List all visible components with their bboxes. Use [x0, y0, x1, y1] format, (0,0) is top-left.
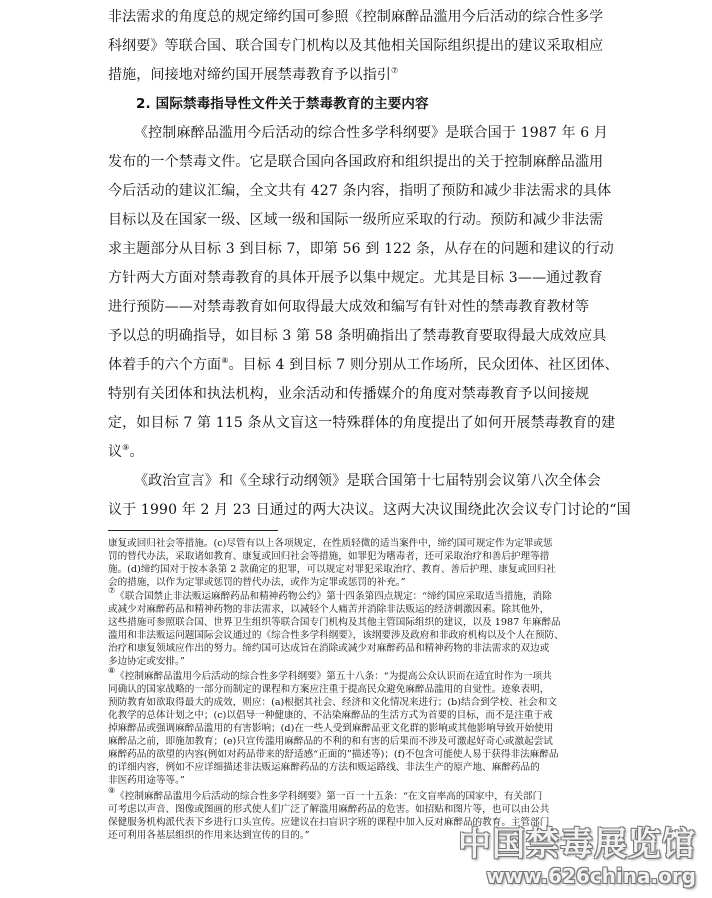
footnote-line: 同确认的国家战略的一部分而制定的课程和方案应注重于提高民众避免麻醉品滥用的自觉性。迹象表明，	[108, 684, 550, 695]
body-text: 体着手的六个方面	[108, 357, 222, 373]
footnote-line: 非医药用途等等。”	[108, 775, 185, 786]
body-line: 《政治宣言》和《全球行动纲领》是联合国第十七届特别会议第八次全体会	[134, 473, 601, 489]
footnote-line: 施。(d)缔约国对于按本条第 2 款确定的犯罪，可以规定对罪犯采取治疗、教育、善后护理、康复或回归社	[108, 564, 556, 575]
body-line: 议于 1990 年 2 月 23 日通过的两大决议。这两大决议围绕此次会议专门讨论的“国	[108, 502, 631, 518]
watermark	[458, 818, 702, 894]
body-line: 方针两大方面对禁毒教育的具体开展予以集中规定。尤其是目标 3——通过教育	[108, 270, 603, 286]
footnote-line: 化教学的总体计划之中；(c)以倡导一种健康的、不沾染麻醉品的生活方式为首要的目标，而不是注重于戒	[108, 710, 553, 721]
footnote-mark: ⑨	[108, 786, 116, 795]
footnote-line: 麻醉药品的欲望的内容(例如对药品带来的舒适感“正面的”描述等)；(f)不包含可能使人易于获得非法麻醉品	[108, 749, 559, 760]
body-line: 非法需求的角度总的规定缔约国可参照《控制麻醉品滥用今后活动的综合性多学	[108, 9, 604, 25]
footnote-line: 滥用和非法贩运问题国际会议通过的《综合性多学科纲要》，该纲要涉及政府和非政府机构以及个人在预防、	[108, 630, 564, 641]
footnote-line: 康复或回归社会等措施。(c)尽管有以上各项规定，在性质轻微的适当案件中，缔约国可规定作为定罪或惩	[108, 538, 553, 549]
footnote-ref: ⑨	[122, 443, 130, 452]
footnote-ref: ⑧	[221, 356, 229, 365]
body-line	[108, 66, 398, 84]
body-text: 措施，间接地对缔约国开展禁毒教育予以指引	[108, 67, 391, 83]
footnote-mark: ⑧	[108, 666, 116, 675]
footnote-text: 《控制麻醉品滥用今后活动的综合性多学科纲要》第五十八条：“为提高公众认识而在适宜时作为一项共	[115, 671, 552, 682]
footnote-line: 预防教育如欲取得最大的成效，则应：(a)根据其社会、经济和文化情况来进行；(b)结合到学校、社会和文	[108, 697, 557, 708]
section-heading: 2. 国际禁毒指导性文件关于禁毒教育的主要内容	[136, 96, 429, 112]
body-line: 特别有关团体和执法机构，业余活动和传播媒介的角度对禁毒教育予以间接规	[108, 386, 590, 402]
watermark-title: 中国禁毒展览馆	[458, 824, 696, 863]
body-line: 科纲要》等联合国、联合国专门机构以及其他相关国际组织提出的建议采取相应	[108, 38, 604, 54]
body-line: 发布的一个禁毒文件。它是联合国向各国政府和组织提出的关于控制麻醉品滥用	[108, 154, 604, 170]
body-line	[108, 443, 144, 461]
body-line: 求主题部分从目标 3 到目标 7，即第 56 到 122 条，从存在的问题和建议的行动	[108, 241, 614, 257]
footnote-line: 可考虑以声音、图像或图画的形式使人们广泛了解滥用麻醉药品的危害。如招贴和图片等，也可以由公共	[108, 804, 550, 815]
footnote-mark: ⑦	[108, 586, 116, 595]
footnote-line: 这些措施可参照联合国、世界卫生组织等联合国专门机构及其他主管国际组织的建议，以及 1987 年麻醉品	[108, 617, 561, 628]
body-text: 。	[129, 444, 144, 460]
watermark-url: www.626china.org	[486, 864, 696, 888]
footnote-text: 《联合国禁止非法贩运麻醉药品和精神药物公约》第十四条第四点规定：“缔约国应采取适当措施，消除	[115, 591, 552, 602]
footnote-line: 还可利用各基层组织的作用来达到宣传的目的。”	[108, 830, 310, 841]
body-line: 《控制麻醉品滥用今后活动的综合性多学科纲要》是联合国于 1987 年 6 月	[134, 125, 609, 141]
footnote-line: 罚的替代办法，采取诸如教育、康复或回归社会等措施，如罪犯为嗜毒者，还可采取治疗和善后护理等措	[108, 551, 550, 562]
body-line: 目标以及在国家一级、区域一级和国际一级所应采取的行动。预防和减少非法需	[108, 212, 604, 228]
body-line	[108, 356, 619, 374]
footnote-line: 或减少对麻醉药品和精神药物的非法需求，以减轻个人痛苦并消除非法贩运的经济刺激因素。除其他外，	[108, 604, 550, 615]
footnote-line: 的详细内容，例如不应详细描述非法贩运麻醉药品的方法和贩运路线、非法生产的原产地、麻醉药品的	[108, 762, 540, 773]
footnote-text: 《控制麻醉品滥用今后活动的综合性多学科纲要》第一百一十五条：“在文盲率高的国家中，有关部门	[115, 791, 543, 802]
body-line: 今后活动的建议汇编，全文共有 427 条内容，指明了预防和减少非法需求的具体	[108, 183, 612, 199]
footnote-ref: ⑦	[391, 66, 399, 75]
footnote-line	[108, 666, 552, 683]
body-text: 。目标 4 到目标 7 则分别从工作场所，民众团体、社区团体、	[228, 357, 619, 373]
footnote-line: 多边协定或安排。”	[108, 656, 185, 667]
body-line: 予以总的明确指导，如目标 3 第 58 条明确指出了禁毒教育要取得最大成效应具	[108, 328, 607, 344]
footnote-line	[108, 586, 552, 603]
footnote-line: 麻醉品之前，即施加教育；(e)只宣传滥用麻醉品的不利的和有害的后果而不涉及可激起好奇心或激起尝试	[108, 736, 553, 747]
body-text: 议	[108, 444, 123, 460]
footnote-line: 掉麻醉品或强调麻醉品滥用的有害影响；(d)在一些人受到麻醉品亚文化群的影响或其他影响导致开始使用	[108, 723, 554, 734]
footnote-line: 会的措施，以作为定罪或惩罚的替代办法，或作为定罪或惩罚的补充。”	[108, 577, 406, 588]
body-line: 进行预防——对禁毒教育如何取得最大成效和编写有针对性的禁毒教育教材等	[108, 299, 590, 315]
body-line: 定，如目标 7 第 115 条从文盲这一特殊群体的角度提出了如何开展禁毒教育的建	[108, 415, 616, 431]
footnote-line: 治疗和康复领域应作出的努力。缔约国可达成旨在消除或减少对麻醉药品和精神药物的非法需求的双边或	[108, 643, 550, 654]
footnote-divider	[108, 530, 278, 531]
footnote-line: 保健服务机构派代表下乡进行口头宣传。应建议在扫盲识字班的课程中加入反对麻醉品的教育。主管部门	[108, 817, 550, 828]
footnote-line	[108, 786, 543, 803]
